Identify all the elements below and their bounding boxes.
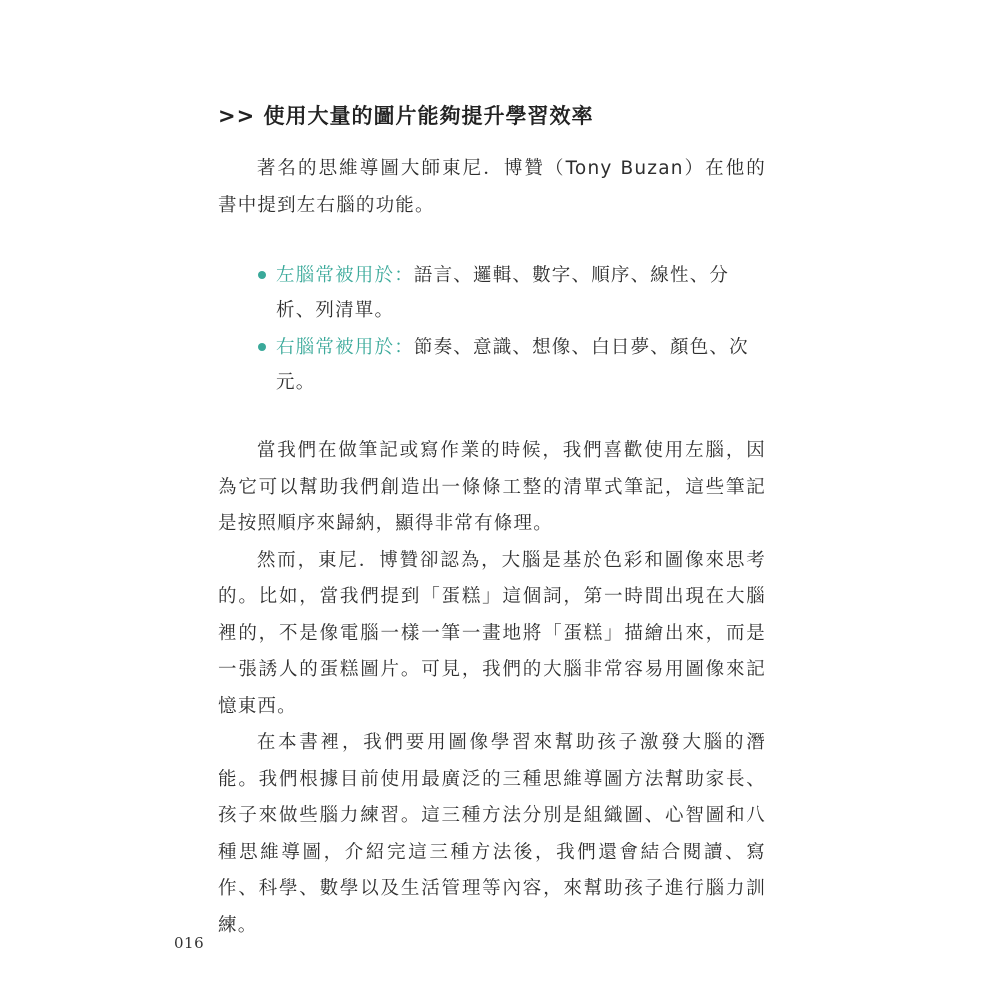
body-paragraph-2: 然而，東尼．博贊卻認為，大腦是基於色彩和圖像來思考的。比如，當我們提到「蛋糕」這個詞，第一時間出現在大腦裡的，不是像電腦一樣一筆一畫地將「蛋糕」描繪出來，而是一張誘人的蛋糕圖片。可見，我們的大腦非常容易用圖像來記憶東西。 [218,549,766,717]
page-number: 016 [174,934,205,952]
body-paragraph-3: 在本書裡，我們要用圖像學習來幫助孩子激發大腦的潛能。我們根據目前使用最廣泛的三種思維導圖方法幫助家長、孩子來做些腦力練習。這三種方法分別是組織圖、心智圖和八種思維導圖，介紹完這三種方法後，我們還會結合閱讀、寫作、科學、數學以及生活管理等內容，來幫助孩子進行腦力訓練。 [218,732,766,936]
left-brain-text: 語言、邏輯、數字、順序、線性、分析、列清單。 [276,265,730,321]
list-item-left-brain [258,258,768,328]
list-item-right-brain [258,330,768,400]
bullet-dot-icon [258,343,266,351]
right-brain-text: 節奏、意識、想像、白日夢、顏色、次元。 [276,337,749,393]
body-text-block [218,433,766,944]
right-brain-label: 右腦常被用於： [276,337,414,358]
section-heading: >> 使用大量的圖片能夠提升學習效率 [218,104,594,128]
body-paragraph-1: 當我們在做筆記或寫作業的時候，我們喜歡使用左腦，因為它可以幫助我們創造出一條條工整的清單式筆記，這些筆記是按照順序來歸納，顯得非常有條理。 [218,440,766,534]
bullet-dot-icon [258,271,266,279]
brain-function-list [258,258,768,400]
intro-paragraph: 著名的思維導圖大師東尼．博贊（Tony Buzan）在他的書中提到左右腦的功能。 [218,158,766,216]
left-brain-label: 左腦常被用於： [276,265,414,286]
intro-paragraph-block [218,151,766,224]
